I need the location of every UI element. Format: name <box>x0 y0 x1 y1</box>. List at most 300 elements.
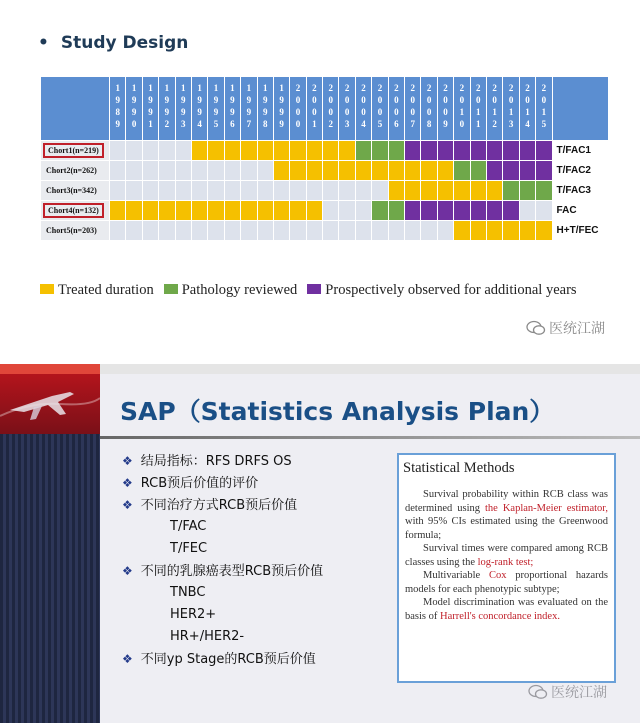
year-header-cell <box>142 77 158 141</box>
year-header-cell <box>159 77 175 141</box>
timeline-cell <box>126 181 142 201</box>
year-header-cell <box>388 77 404 141</box>
year-digit: 1 <box>115 83 120 93</box>
sub-bullet-item <box>122 516 323 538</box>
timeline-cell <box>306 141 322 161</box>
legend-label: Pathology reviewed <box>181 282 298 298</box>
legend-swatch <box>40 284 54 294</box>
year-digit: 0 <box>377 95 383 105</box>
timeline-cell <box>339 181 355 201</box>
timeline-cell <box>405 221 421 241</box>
timeline-cell <box>470 161 486 181</box>
cohort-label-text: Chort2(n=262) <box>46 166 97 175</box>
timeline-cell <box>159 201 175 221</box>
year-digit: 1 <box>492 107 497 117</box>
timeline-cell <box>486 161 502 181</box>
year-digit: 9 <box>230 107 235 117</box>
sub-bullet-item <box>122 604 323 626</box>
timeline-cell <box>388 141 404 161</box>
timeline-cell <box>290 201 306 221</box>
year-header-cell <box>437 77 453 141</box>
timeline-cell <box>224 141 240 161</box>
legend-item <box>164 282 298 298</box>
year-header-cell <box>454 77 470 141</box>
cohort-row <box>41 181 609 201</box>
year-digit: 9 <box>181 107 186 117</box>
year-digit: 6 <box>394 119 399 129</box>
timeline-cell <box>421 221 437 241</box>
timeline-cell <box>388 161 404 181</box>
timeline-cell <box>241 201 257 221</box>
cohort-regimen: T/FAC3 <box>552 181 608 201</box>
timeline-cell <box>503 201 519 221</box>
timeline-cell <box>454 161 470 181</box>
timeline-cell <box>323 181 339 201</box>
year-digit: 2 <box>541 83 547 93</box>
year-digit: 1 <box>476 107 481 117</box>
bullet-item <box>122 450 323 472</box>
bullet-item <box>122 494 323 516</box>
timeline-cell <box>142 161 158 181</box>
year-digit: 0 <box>508 95 514 105</box>
year-digit: 9 <box>213 95 219 105</box>
timeline-cell <box>454 201 470 221</box>
year-header-cell <box>257 77 273 141</box>
timeline-cell <box>454 181 470 201</box>
year-digit: 2 <box>394 83 399 93</box>
year-digit: 0 <box>131 119 137 129</box>
timeline-cell <box>110 161 126 181</box>
methods-paragraph: Model discrimination was evaluated on the basis of Harrell's concordance index. <box>405 597 608 622</box>
timeline-cell <box>339 221 355 241</box>
timeline-cell <box>306 201 322 221</box>
year-digit: 0 <box>492 95 497 105</box>
timeline-cell <box>519 181 535 201</box>
year-digit: 5 <box>213 119 219 129</box>
diamond-bullet-icon: ❖ <box>122 476 133 490</box>
timeline-cell <box>241 181 257 201</box>
year-digit: 4 <box>525 119 530 129</box>
timeline-cell <box>241 221 257 241</box>
year-header-cell <box>208 77 224 141</box>
timeline-cell <box>273 181 289 201</box>
year-digit: 4 <box>197 119 202 129</box>
bullet-text: TNBC <box>170 585 206 600</box>
watermark-text: 医统江湖 <box>551 685 607 701</box>
timeline-cell <box>503 141 519 161</box>
cohort-label-text: Chort1(n=219) <box>48 146 99 155</box>
timeline-cell <box>372 141 388 161</box>
year-digit: 0 <box>443 107 448 117</box>
cohort-regimen: T/FAC1 <box>552 141 608 161</box>
timeline-cell <box>486 201 502 221</box>
timeline-cell <box>454 141 470 161</box>
timeline-cell <box>191 221 207 241</box>
legend-label: Prospectively observed for additional years <box>325 282 577 298</box>
study-design-slide <box>0 0 640 358</box>
timeline-cell <box>536 141 552 161</box>
year-digit: 8 <box>115 107 120 117</box>
year-digit: 0 <box>459 119 465 129</box>
slide-title: SAP（Statistics Analysis Plan） <box>120 397 555 426</box>
timeline-cell <box>519 201 535 221</box>
bullet-text: 不同yp Stage的RCB预后价值 <box>140 652 316 667</box>
year-digit: 1 <box>312 119 317 129</box>
year-digit: 0 <box>410 95 415 105</box>
bullet-item <box>122 472 323 494</box>
timeline-cell <box>224 181 240 201</box>
year-header-cell <box>405 77 421 141</box>
timeline-cell <box>355 161 371 181</box>
timeline-cell <box>388 181 404 201</box>
timeline-cell <box>437 221 453 241</box>
timeline-cell <box>405 181 421 201</box>
year-digit: 0 <box>541 95 547 105</box>
year-header-cell <box>503 77 519 141</box>
statistical-methods-box <box>397 453 616 683</box>
year-digit: 9 <box>197 95 202 105</box>
year-header-row <box>41 77 609 141</box>
year-digit: 0 <box>295 95 301 105</box>
year-digit: 0 <box>344 95 350 105</box>
timeline-cell <box>503 181 519 201</box>
timeline-cell <box>273 201 289 221</box>
timeline-cell <box>421 161 437 181</box>
timeline-cell <box>224 201 240 221</box>
sub-bullet-item <box>122 582 323 604</box>
timeline-cell <box>323 161 339 181</box>
year-digit: 2 <box>312 83 317 93</box>
year-digit: 9 <box>115 95 120 105</box>
year-header-cell <box>273 77 289 141</box>
year-digit: 9 <box>279 119 284 129</box>
timeline-cell <box>175 181 191 201</box>
year-digit: 1 <box>279 83 284 93</box>
cohort-label <box>41 181 110 201</box>
year-digit: 9 <box>213 107 219 117</box>
timeline-cell <box>454 221 470 241</box>
year-digit: 1 <box>148 83 153 93</box>
cohort-label <box>41 201 110 221</box>
year-digit: 0 <box>443 95 448 105</box>
year-digit: 2 <box>328 119 334 129</box>
year-digit: 1 <box>541 107 547 117</box>
timeline-cell <box>208 201 224 221</box>
year-digit: 8 <box>262 119 268 129</box>
legend-swatch <box>164 284 178 294</box>
timeline-cell <box>290 161 306 181</box>
timeline-cell <box>175 161 191 181</box>
timeline-cell <box>437 181 453 201</box>
year-header-cell <box>486 77 502 141</box>
year-header-cell <box>519 77 535 141</box>
year-header-cell <box>470 77 486 141</box>
timeline-cell <box>290 181 306 201</box>
year-header-cell <box>126 77 142 141</box>
timeline-cell <box>536 181 552 201</box>
timeline-cell <box>405 201 421 221</box>
timeline-cell <box>110 201 126 221</box>
year-header-cell <box>536 77 552 141</box>
year-digit: 0 <box>394 107 399 117</box>
year-digit: 0 <box>426 95 432 105</box>
timeline-cell <box>536 221 552 241</box>
year-header-cell <box>306 77 322 141</box>
timeline-cell <box>290 221 306 241</box>
timeline-cell <box>486 221 502 241</box>
timeline-cell <box>536 161 552 181</box>
year-digit: 2 <box>361 83 366 93</box>
timeline-cell <box>470 181 486 201</box>
cohort-label <box>41 221 110 241</box>
timeline-cell <box>175 201 191 221</box>
legend-swatch <box>307 284 321 294</box>
timeline-cell <box>142 141 158 161</box>
bullet-item <box>122 560 323 582</box>
year-digit: 9 <box>262 107 268 117</box>
cohort-label-text: Chort3(n=342) <box>46 186 97 195</box>
timeline-cell <box>110 221 126 241</box>
bullet-text: 结局指标：RFS DRFS OS <box>140 454 292 469</box>
wechat-icon <box>528 684 548 700</box>
year-digit: 0 <box>410 107 415 117</box>
diamond-bullet-icon: ❖ <box>122 498 133 512</box>
timeline-cell <box>421 141 437 161</box>
cohort-regimen: H+T/FEC <box>552 221 608 241</box>
timeline-cell <box>486 181 502 201</box>
year-digit: 7 <box>246 119 252 129</box>
year-digit: 9 <box>197 107 202 117</box>
year-digit: 5 <box>541 119 547 129</box>
bullet-text: RCB预后价值的评价 <box>140 476 259 491</box>
year-digit: 9 <box>230 95 235 105</box>
timeline-cell <box>421 201 437 221</box>
timeline-cell <box>372 221 388 241</box>
timeline-cell <box>159 221 175 241</box>
year-digit: 0 <box>394 95 399 105</box>
timeline-cell <box>257 201 273 221</box>
timeline-cell <box>470 141 486 161</box>
year-digit: 2 <box>459 83 465 93</box>
timeline-cell <box>519 141 535 161</box>
year-digit: 0 <box>361 107 366 117</box>
methods-paragraph: Survival times were compared among RCB classes using the log-rank test; <box>405 543 608 568</box>
year-digit: 0 <box>312 107 317 117</box>
timeline-cell <box>519 221 535 241</box>
timeline-cell <box>536 201 552 221</box>
watermark-text: 医统江湖 <box>549 321 605 337</box>
year-header-cell <box>421 77 437 141</box>
year-digit: 1 <box>197 83 202 93</box>
wechat-icon <box>526 320 546 336</box>
diamond-bullet-icon: ❖ <box>122 564 133 578</box>
timeline-cell <box>241 141 257 161</box>
header-bar <box>100 364 640 374</box>
year-digit: 0 <box>312 95 317 105</box>
cohort-label-text: Chort4(n=132) <box>48 206 99 215</box>
timeline-cell <box>339 161 355 181</box>
year-digit: 1 <box>246 83 252 93</box>
timeline-cell <box>486 141 502 161</box>
year-header-cell <box>290 77 306 141</box>
cohort-row <box>41 161 609 181</box>
year-digit: 2 <box>295 83 301 93</box>
year-header-cell <box>339 77 355 141</box>
timeline-cell <box>372 181 388 201</box>
year-digit: 1 <box>181 83 186 93</box>
timeline-cell <box>372 201 388 221</box>
year-digit: 4 <box>361 119 366 129</box>
timeline-cell <box>405 141 421 161</box>
timeline-cell <box>437 161 453 181</box>
timeline-cell <box>159 141 175 161</box>
cohort-regimen: FAC <box>552 201 608 221</box>
year-digit: 1 <box>476 119 481 129</box>
year-digit: 9 <box>164 95 170 105</box>
year-digit: 9 <box>148 95 153 105</box>
year-digit: 2 <box>164 119 170 129</box>
year-digit: 0 <box>328 107 334 117</box>
sub-bullet-item <box>122 626 323 648</box>
year-digit: 1 <box>131 83 137 93</box>
timeline-cell <box>191 161 207 181</box>
year-digit: 2 <box>377 83 383 93</box>
timeline-cell <box>208 181 224 201</box>
timeline-cell <box>224 161 240 181</box>
watermark <box>528 682 607 702</box>
airplane-icon <box>0 374 100 434</box>
year-digit: 2 <box>476 83 481 93</box>
year-digit: 9 <box>148 107 153 117</box>
timeline-cell <box>421 181 437 201</box>
header-end-cell <box>552 77 608 141</box>
year-digit: 0 <box>426 107 432 117</box>
bullet-text: 不同治疗方式RCB预后价值 <box>140 498 298 513</box>
methods-body <box>405 488 608 623</box>
year-digit: 1 <box>213 83 219 93</box>
timeline-cell <box>503 161 519 181</box>
timeline-cell <box>339 141 355 161</box>
year-digit: 1 <box>230 83 235 93</box>
year-digit: 1 <box>525 107 530 117</box>
timeline-cell <box>208 161 224 181</box>
timeline-cell <box>306 161 322 181</box>
timeline-cell <box>273 161 289 181</box>
year-digit: 9 <box>246 107 252 117</box>
timeline-cell <box>126 161 142 181</box>
bullet-icon: • <box>38 33 49 53</box>
timeline-cell <box>126 221 142 241</box>
year-digit: 9 <box>443 119 448 129</box>
timeline-cell <box>159 161 175 181</box>
timeline-cell <box>388 221 404 241</box>
legend-item <box>40 282 154 298</box>
year-digit: 2 <box>344 83 350 93</box>
cohort-row <box>41 141 609 161</box>
bullet-item <box>122 648 323 670</box>
year-digit: 2 <box>508 83 514 93</box>
year-digit: 0 <box>525 95 530 105</box>
year-digit: 2 <box>525 83 530 93</box>
timeline-cell <box>191 201 207 221</box>
timeline-cell <box>110 181 126 201</box>
timeline-legend <box>40 282 587 299</box>
timeline-cell <box>175 141 191 161</box>
year-digit: 1 <box>148 119 153 129</box>
year-digit: 9 <box>131 95 137 105</box>
timeline-cell <box>273 221 289 241</box>
timeline-cell <box>437 141 453 161</box>
timeline-cell <box>191 141 207 161</box>
year-digit: 8 <box>426 119 432 129</box>
diamond-bullet-icon: ❖ <box>122 652 133 666</box>
year-digit: 0 <box>361 95 366 105</box>
timeline-cell <box>175 221 191 241</box>
year-header-cell <box>355 77 371 141</box>
timeline-cell <box>142 201 158 221</box>
year-digit: 6 <box>230 119 235 129</box>
timeline-cell <box>110 141 126 161</box>
timeline-cell <box>126 201 142 221</box>
timeline-cell <box>126 141 142 161</box>
timeline-cell <box>257 141 273 161</box>
timeline-cell <box>372 161 388 181</box>
year-digit: 2 <box>426 83 432 93</box>
bullet-text: T/FEC <box>170 541 208 556</box>
timeline-cell <box>503 221 519 241</box>
timeline-cell <box>257 221 273 241</box>
year-digit: 1 <box>262 83 268 93</box>
timeline-cell <box>355 221 371 241</box>
year-digit: 3 <box>508 119 514 129</box>
methods-paragraph: Survival probability within RCB class was determined using the Kaplan-Meier estimator, with 95% CIs estimated using the Greenwood formula; <box>405 489 609 541</box>
cohort-label-text: Chort5(n=203) <box>46 226 97 235</box>
year-digit: 0 <box>328 95 334 105</box>
year-header-cell <box>175 77 191 141</box>
year-digit: 9 <box>181 95 186 105</box>
timeline-cell <box>257 161 273 181</box>
year-header-cell <box>241 77 257 141</box>
timeline-cell <box>470 221 486 241</box>
cohort-timeline-table <box>40 76 609 241</box>
year-digit: 9 <box>246 95 252 105</box>
year-digit: 7 <box>410 119 415 129</box>
timeline-cell <box>470 201 486 221</box>
cohort-row <box>41 221 609 241</box>
sap-slide <box>0 364 640 723</box>
timeline-cell <box>191 181 207 201</box>
year-digit: 1 <box>508 107 514 117</box>
year-digit: 0 <box>377 107 383 117</box>
year-digit: 9 <box>279 95 284 105</box>
legend-label: Treated duration <box>58 282 154 298</box>
left-decor-panel <box>0 434 100 723</box>
cohort-row <box>41 201 609 221</box>
year-digit: 2 <box>410 83 415 93</box>
year-digit: 0 <box>476 95 481 105</box>
timeline-cell <box>306 221 322 241</box>
year-digit: 9 <box>115 119 120 129</box>
year-header-cell <box>191 77 207 141</box>
methods-title: Statistical Methods <box>403 460 515 476</box>
cohort-label <box>41 141 110 161</box>
logo-graphic <box>0 374 100 434</box>
header-accent-bar <box>0 364 100 374</box>
timeline-cell <box>355 181 371 201</box>
timeline-cell <box>306 181 322 201</box>
timeline-cell <box>437 201 453 221</box>
year-digit: 9 <box>279 107 284 117</box>
